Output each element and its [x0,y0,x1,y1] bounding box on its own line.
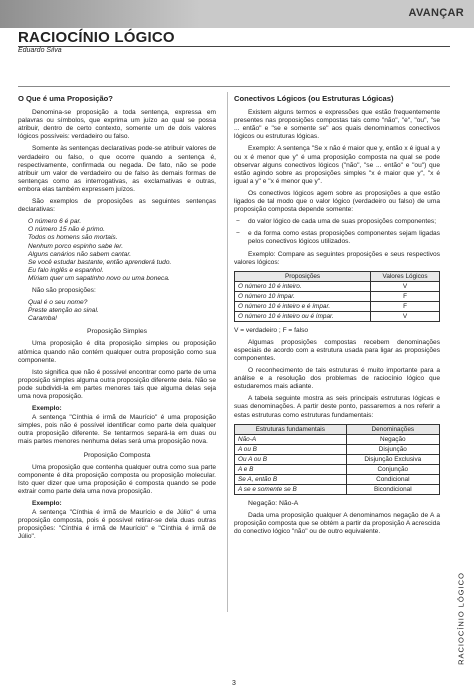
table-cell: Se A, então B [235,474,347,484]
example-item: Míriam quer um sapatinho novo ou uma boneca. [28,274,170,282]
table-row [235,454,440,464]
table-row [235,474,440,484]
table-cell: Não-A [235,434,347,444]
side-label-text: RACIOCÍNIO LÓGICO [456,572,466,665]
table-cell: O número 10 ímpar. [235,291,371,301]
table-cell: F [371,291,440,301]
paragraph: Os conectivos lógicos agem sobre as proposições a que estão ligados de tal modo que o valor lógico (verdadeiro ou falso) de uma proposição composta depende somente: [234,189,440,214]
table-cell: Condicional [346,474,439,484]
subheading-negation: Negação: Não-A [248,499,299,507]
table-cell: V [371,311,440,321]
table-cell: Ou A ou B [235,454,347,464]
paragraph: Somente às sentenças declarativas pode-se atribuir valores de verdadeiro ou falso, o que ocorre quando a sentença é, respectivamente, confirmada ou negada. De fato, não se pode atribuir um valor de verdadeiro ou de falso às demais formas de sentenças como as interrogativas, as exclamativas e outras, embora elas também expressem juízos. [18,145,216,193]
nonexample-item: Caramba! [28,315,57,323]
table-row [235,434,440,444]
table-header-row [235,424,440,434]
truth-value-table [234,271,440,322]
paragraph: Exemplo: Compare as seguintes proposições e seus respectivos valores lógicos: [234,250,440,266]
table-cell: O número 10 é inteiro e é ímpar. [235,301,371,311]
table-cell: V [371,281,440,291]
paragraph: A sentença "Cínthia é irmã de Maurício" é uma proposição simples, pois não é possível identificar como parte dela qualquer outra proposição diferente. Se tentarmos separá-la em duas ou mais partes menores nenhuma delas será uma proposição nova. [18,414,216,446]
table-row [235,281,440,291]
table-row [235,484,440,494]
table-header: Valores Lógicos [371,271,440,281]
bullet-text: e da forma como estas proposições componentes sejam ligadas pelos conectivos lógicos utilizados. [248,230,440,246]
paragraph: O reconhecimento de tais estruturas é muito importante para a análise e a resolução dos problemas de raciocínio lógico que estudaremos mais adiante. [234,367,440,391]
table-cell: A se e somente se B [235,484,347,494]
nonexample-item: Qual é o seu nome? [28,299,88,307]
brand-logo: AVANÇAR [408,7,464,19]
example-label: Exemplo: [32,500,62,508]
left-heading: O Que é uma Proposição? [18,94,113,103]
table-row [235,464,440,474]
table-cell: Bicondicional [346,484,439,494]
example-item: Eu falo inglês e espanhol. [28,266,104,274]
bullet-item: − do valor lógico de cada uma de suas proposições componentes; [236,218,437,226]
table-header: Denominações [346,424,439,434]
table-header: Estruturas fundamentais [235,424,347,434]
left-column [18,95,216,546]
table-cell: F [371,301,440,311]
title-rule [18,46,450,47]
table-cell: A e B [235,464,347,474]
table-cell: Negação [346,434,439,444]
section-rule [18,86,450,87]
legend-text: V = verdadeiro ; F = falso [234,326,309,334]
paragraph: Exemplo: A sentença "Se x não é maior que y, então x é igual a y ou x é menor que y" é uma proposição composta na qual se pode observar alguns conectivos lógicos ("não", "se ... então" e "ou") que estão agindo sobre as proposições simples "x é maior que y", "x é igual a y" e "x é menor que y". [234,145,440,185]
paragraph: Existem alguns termos e expressões que estão frequentemente presentes nas proposições compostas tais como "não", "e", "ou", "se ... então" e "se e somente se" aos quais denominamos conectivos lógicos ou estruturas lógicas. [234,109,440,141]
paragraph: Uma proposição é dita proposição simples ou proposição atômica quando não contém qualquer outra proposição como sua componente. [18,340,216,364]
paragraph: Não são proposições: [32,286,96,294]
example-label: Exemplo: [32,405,62,413]
paragraph: Algumas proposições compostas recebem denominações especiais de acordo com a estrutura usada para ligar as proposições componentes. [234,338,440,362]
paragraph: Isto significa que não é possível encontrar como parte de uma proposição simples alguma outra proposição diferente dela. Não se pode subdividi-la em partes menores tais que alguma delas seja uma nova proposição. [18,368,216,400]
table-row [235,301,440,311]
column-divider [227,92,228,612]
example-item: O número 15 não é primo. [28,226,105,234]
example-item: Alguns canários não sabem cantar. [28,250,132,258]
paragraph: Dada uma proposição qualquer A denominamos negação de A a proposição composta que se obtém a partir da proposição A acrescida do conectivo lógico "não" ou de outro equivalente. [234,511,440,535]
example-item: Todos os homens são mortais. [28,234,118,242]
paragraph: A tabela seguinte mostra as seis principais estruturas lógicas e suas denominações. A partir deste ponto, passaremos a nos referir a estas estruturas como estruturas fundamentais: [234,395,440,419]
right-heading: Conectivos Lógicos (ou Estruturas Lógicas) [234,94,394,103]
table-row [235,291,440,301]
bullet-text: do valor lógico de cada uma de suas proposições componentes; [248,218,437,226]
paragraph: Uma proposição que contenha qualquer outra como sua parte componente é dita proposição composta ou proposição molecular. Isto quer dizer que uma proposição é composta quando se pode extrair como parte dela uma nova proposição. [18,463,216,495]
paragraph: Denomina-se proposição a toda sentença, expressa em palavras ou símbolos, que exprima um juízo ao qual se possa atribuir, dentro de certo contexto, somente um de dois valores lógicos possíveis: verdadeiro ou falso. [18,109,216,141]
page-number: 3 [232,680,236,687]
subheading-simple: Proposição Simples [86,328,148,336]
nonexample-list [28,299,216,323]
bullet-item: − e da forma como estas proposições componentes sejam ligadas pelos conectivos lógicos utilizados. [236,230,440,246]
header-bar [0,0,474,28]
table-header: Proposições [235,271,371,281]
subheading-composite: Proposição Composta [83,451,151,459]
example-item: O número 6 é par. [28,218,82,226]
paragraph: São exemplos de proposições as seguintes sentenças declarativas: [18,198,216,214]
table-cell: O número 10 é inteiro. [235,281,371,291]
example-list [28,218,216,283]
example-item: Nenhum porco espinho sabe ler. [28,242,124,250]
structures-table [234,424,440,495]
table-row [235,311,440,321]
author-name: Eduardo Silva [18,47,62,54]
table-cell: Conjunção [346,464,439,474]
nonexample-item: Preste atenção ao sinal. [28,307,99,315]
table-cell: O número 10 é inteiro ou é ímpar. [235,311,371,321]
table-header-row [235,271,440,281]
side-section-label [452,560,466,680]
paragraph: A sentença "Cínthia é irmã de Maurício e de Júlio" é uma proposição composta, pois é possível retirar-se dela duas outras proposições: "Cínthia é irmã de Maurício" e "Cínthia é irmã de Júlio". [18,509,216,541]
table-cell: A ou B [235,444,347,454]
table-cell: Disjunção [346,444,439,454]
header-gradient [0,0,200,28]
table-row [235,444,440,454]
table-cell: Disjunção Exclusiva [346,454,439,464]
right-column [234,95,440,540]
example-item: Se você estudar bastante, então aprenderá tudo. [28,258,172,266]
page-title: RACIOCÍNIO LÓGICO [18,29,175,46]
